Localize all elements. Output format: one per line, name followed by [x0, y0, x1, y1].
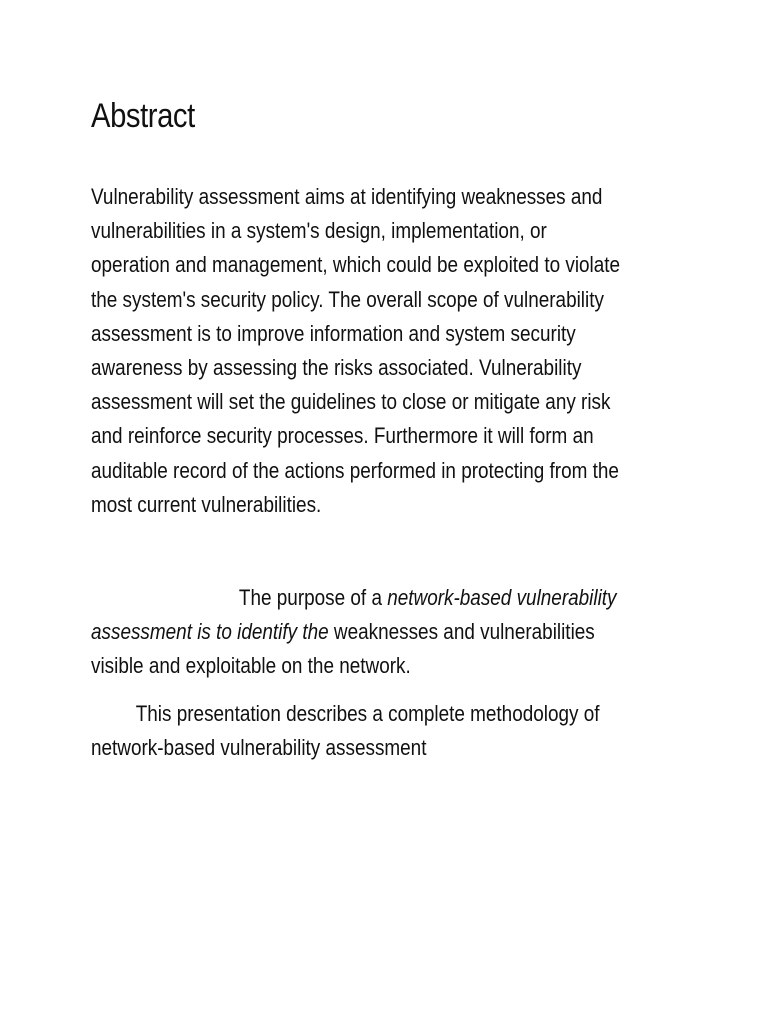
paragraph-line: awareness by assessing the risks associated. Vulnerability: [91, 355, 582, 381]
paragraph-line: vulnerabilities in a system's design, implementation, or: [91, 218, 547, 244]
paragraph-line: operation and management, which could be exploited to violate: [91, 252, 621, 278]
paragraph-line: This presentation describes a complete methodology of: [135, 701, 600, 726]
presentation-paragraph: [91, 697, 600, 765]
paragraph-line: and reinforce security processes. Furthermore it will form an: [91, 423, 594, 449]
plain-text: weaknesses and vulnerabilities: [328, 619, 595, 645]
page-title: Abstract: [91, 97, 195, 135]
paragraph-line: [91, 615, 616, 649]
paragraph-line: visible and exploitable on the network.: [91, 653, 411, 679]
italic-text: assessment is to identify the: [91, 619, 329, 645]
paragraph-line: assessment is to improve information and system security: [91, 320, 576, 346]
paragraph-line: most current vulnerabilities.: [91, 491, 322, 517]
paragraph-line: [91, 581, 616, 615]
purpose-paragraph: [91, 581, 616, 684]
plain-text: The purpose of a: [238, 585, 388, 610]
paragraph-line: network-based vulnerability assessment: [91, 735, 427, 761]
paragraph-line: Vulnerability assessment aims at identifying weaknesses and: [91, 184, 603, 209]
paragraph-line: assessment will set the guidelines to close or mitigate any risk: [91, 389, 611, 415]
paragraph-line: auditable record of the actions performed in protecting from the: [91, 457, 619, 483]
abstract-paragraph: [91, 180, 620, 522]
italic-text: network-based vulnerability: [387, 585, 617, 610]
paragraph-line: the system's security policy. The overall scope of vulnerability: [91, 286, 604, 312]
